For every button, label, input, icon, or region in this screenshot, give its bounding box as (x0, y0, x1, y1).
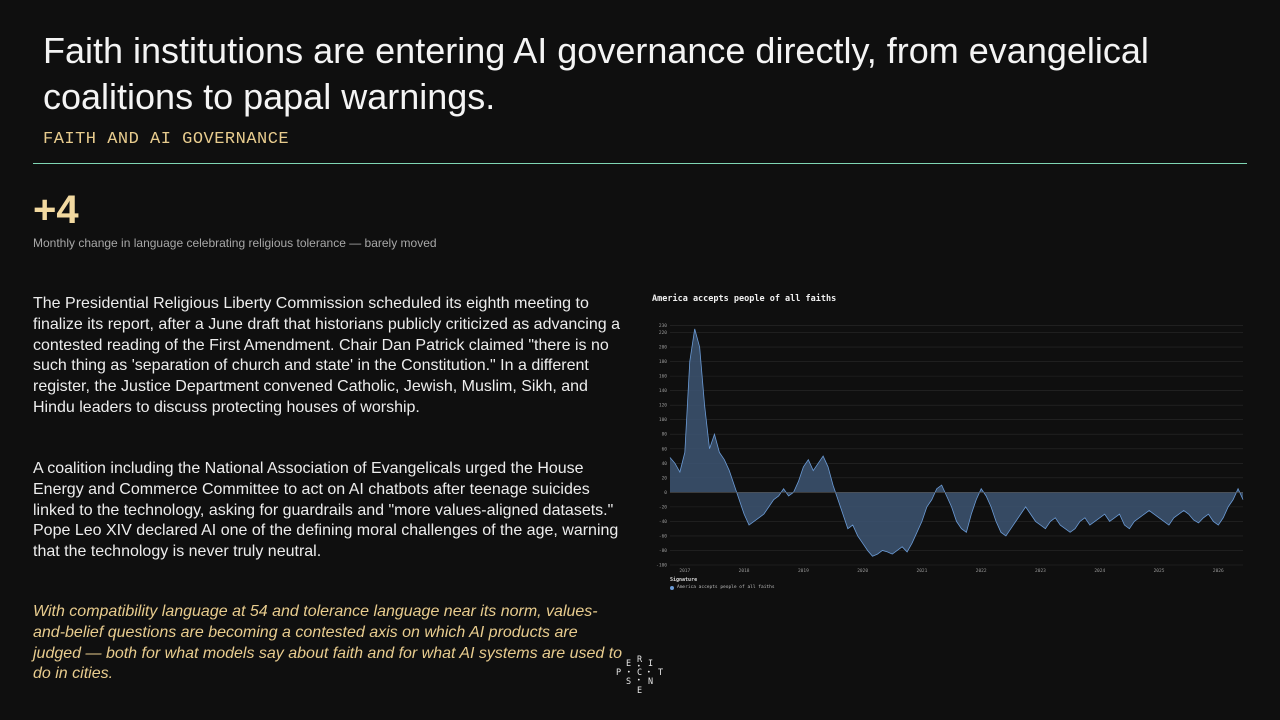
x-tick-label: 2017 (679, 569, 691, 574)
y-tick-label: 20 (661, 476, 667, 482)
y-tick-label: -20 (658, 505, 667, 511)
y-tick-label: 100 (658, 418, 667, 424)
brand-logo: R E I P C T S N E • • • • (616, 655, 664, 696)
y-tick-label: 0 (664, 490, 667, 496)
body-paragraph-2: A coalition including the National Association of Evangelicals urged the House Energy and Commerce Committee to act on AI chatbots after teenage suicides linked to the technology, asking for guardrails and "more values-aligned datasets." Pope Leo XIV declared AI one of the defining moral challenges of the age, warning that the technology is never truly neutral. (33, 460, 619, 561)
area-chart (645, 290, 1245, 595)
x-tick-label: 2019 (797, 569, 809, 574)
y-tick-label: 230 (658, 323, 667, 329)
x-tick-label: 2023 (1035, 569, 1046, 574)
logo-letter: E (637, 686, 643, 696)
legend-title: Signature (670, 577, 698, 583)
body-paragraph-1: The Presidential Religious Liberty Commission scheduled its eighth meeting to finalize its report, after a June draft that historians publicly criticized as advancing a contested reading of the First Amendment. Chair Dan Patrick claimed "there is no such thing as 'separation of church and state' in the Constitution." In a different register, the Justice Department convened Catholic, Jewish, Muslim, Sikh, and Hindu leaders to discuss protecting houses of worship. (33, 295, 620, 416)
legend-item[interactable] (670, 585, 775, 590)
x-tick-label: 2018 (738, 569, 750, 574)
section-kicker: FAITH AND AI GOVERNANCE (43, 130, 290, 149)
stat-caption: Monthly change in language celebrating religious tolerance — barely moved (33, 236, 437, 250)
y-tick-label: 160 (658, 374, 667, 380)
x-tick-label: 2026 (1212, 569, 1224, 574)
page-title: Faith institutions are entering AI governance directly, from evangelical coalitions to papal warnings. (43, 30, 1149, 117)
x-tick-label: 2021 (916, 569, 928, 574)
y-tick-label: 180 (658, 360, 667, 366)
divider (33, 163, 1247, 164)
chart-panel (645, 290, 1245, 595)
chart-title: America accepts people of all faiths (652, 294, 837, 304)
y-tick-label: -40 (658, 519, 667, 525)
legend-swatch (670, 586, 674, 590)
x-tick-label: 2025 (1153, 569, 1165, 574)
stat-value: +4 (33, 188, 79, 232)
logo-letter: E (626, 659, 632, 669)
series-line (670, 329, 1243, 556)
logo-letter: C (637, 668, 643, 678)
logo-letter: N (648, 677, 654, 687)
series-area (670, 329, 1243, 556)
logo-letter: R (637, 655, 643, 665)
y-tick-label: 120 (658, 403, 667, 409)
insight-paragraph: With compatibility language at 54 and tolerance language near its norm, values-and-belief questions are becoming a contested axis on which AI products are judged — both for what models say about faith and for what AI systems are used to do in cities. (33, 603, 623, 683)
y-tick-label: -80 (658, 548, 667, 554)
y-tick-label: 80 (661, 432, 667, 438)
y-tick-label: 220 (658, 331, 667, 337)
y-tick-label: -60 (658, 534, 667, 540)
y-tick-label: 200 (658, 345, 667, 351)
logo-letter: I (648, 659, 654, 669)
x-tick-label: 2024 (1094, 569, 1106, 574)
x-tick-label: 2022 (975, 569, 987, 574)
logo-letter: S (626, 677, 632, 687)
x-tick-label: 2020 (857, 569, 869, 574)
logo-letter: P (616, 668, 622, 678)
legend-label: America accepts people of all faiths (677, 585, 775, 590)
logo-letter: T (658, 668, 664, 678)
y-tick-label: 60 (661, 447, 667, 453)
y-tick-label: 140 (658, 389, 667, 395)
y-tick-label: 40 (661, 461, 667, 467)
y-tick-label: -100 (656, 563, 667, 569)
